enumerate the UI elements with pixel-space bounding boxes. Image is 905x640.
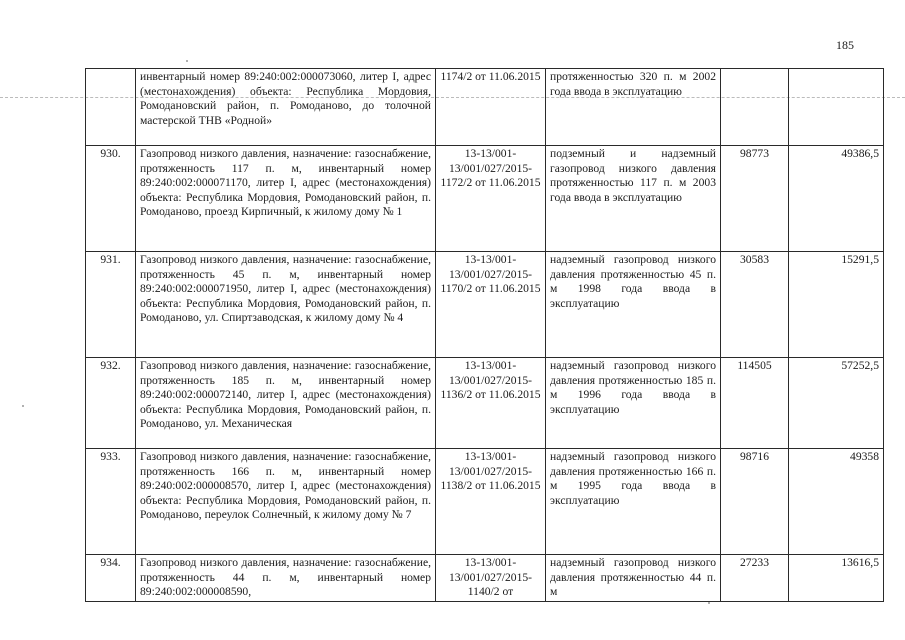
table-row <box>86 69 884 146</box>
row-number: 930. <box>86 146 136 252</box>
object-characteristics: подземный и надземный газопровод низкого давления протяженностью 117 п. м 2003 года ввода в эксплуатацию <box>546 146 721 252</box>
value-total: 98716 <box>721 449 789 555</box>
row-number: 933. <box>86 449 136 555</box>
scan-speck <box>186 60 188 62</box>
value-share: 49358 <box>789 449 884 555</box>
registration-record: 13-13/001-13/001/027/2015-1172/2 от 11.06.2015 <box>436 146 546 252</box>
registration-record: 13-13/001-13/001/027/2015-1138/2 от 11.06.2015 <box>436 449 546 555</box>
value-share: 13616,5 <box>789 555 884 602</box>
object-description: Газопровод низкого давления, назначение: газоснабжение, протяженность 44 п. м, инвентарный номер 89:240:002:000008590, <box>136 555 436 602</box>
table-row <box>86 555 884 602</box>
object-description: Газопровод низкого давления, назначение: газоснабжение, протяженность 185 п. м, инвентарный номер 89:240:002:000072140, литер I, адрес (местонахождения) объекта: Республика Мордовия, Ромодановский район, п. Ромоданово, ул. Механическая <box>136 358 436 449</box>
object-characteristics: надземный газопровод низкого давления протяженностью 45 п. м 1998 года ввода в эксплуатацию <box>546 252 721 358</box>
value-share: 15291,5 <box>789 252 884 358</box>
value-total: 27233 <box>721 555 789 602</box>
registration-record: 13-13/001-13/001/027/2015-1170/2 от 11.06.2015 <box>436 252 546 358</box>
row-number: 931. <box>86 252 136 358</box>
property-registry-table <box>85 68 884 602</box>
value-total: 30583 <box>721 252 789 358</box>
row-number: 932. <box>86 358 136 449</box>
registration-record: 13-13/001-13/001/027/2015-1140/2 от <box>436 555 546 602</box>
value-total <box>721 69 789 146</box>
value-total: 114505 <box>721 358 789 449</box>
object-description: Газопровод низкого давления, назначение: газоснабжение, протяженность 117 п. м, инвентарный номер 89:240:002:000071170, литер I, адрес (местонахождения) объекта: Республика Мордовия, Ромодановский район, п. Ромоданово, проезд Кирпичный, к жилому дому № 1 <box>136 146 436 252</box>
object-characteristics: надземный газопровод низкого давления протяженностью 185 п. м 1996 года ввода в эксплуатацию <box>546 358 721 449</box>
value-total: 98773 <box>721 146 789 252</box>
object-characteristics: надземный газопровод низкого давления протяженностью 44 п. м <box>546 555 721 602</box>
row-number <box>86 69 136 146</box>
table-row <box>86 449 884 555</box>
object-description: Газопровод низкого давления, назначение: газоснабжение, протяженность 45 п. м, инвентарный номер 89:240:002:000071950, литер I, адрес (местонахождения) объекта: Республика Мордовия, Ромодановский район, п. Ромоданово, ул. Спиртзаводская, к жилому дому № 4 <box>136 252 436 358</box>
table-row <box>86 146 884 252</box>
scan-speck <box>22 405 24 407</box>
object-characteristics: надземный газопровод низкого давления протяженностью 166 п. м 1995 года ввода в эксплуатацию <box>546 449 721 555</box>
object-description: Газопровод низкого давления, назначение: газоснабжение, протяженность 166 п. м, инвентарный номер 89:240:002:000008570, литер I, адрес (местонахождения) объекта: Республика Мордовия, Ромодановский район, п. Ромоданово, переулок Солнечный, к жилому дому № 7 <box>136 449 436 555</box>
scan-speck <box>708 602 710 604</box>
value-share <box>789 69 884 146</box>
table-row <box>86 252 884 358</box>
row-number: 934. <box>86 555 136 602</box>
table-row <box>86 358 884 449</box>
registration-record: 13-13/001-13/001/027/2015-1136/2 от 11.06.2015 <box>436 358 546 449</box>
value-share: 57252,5 <box>789 358 884 449</box>
object-characteristics: протяженностью 320 п. м 2002 года ввода в эксплуатацию <box>546 69 721 146</box>
object-description: инвентарный номер 89:240:002:000073060, литер I, адрес (местонахождения) объекта: Республика Мордовия, Ромодановский район, п. Ромоданово, до толочной мастерской ТНВ «Родной» <box>136 69 436 146</box>
page-number: 185 <box>836 38 854 52</box>
registration-record: 1174/2 от 11.06.2015 <box>436 69 546 146</box>
value-share: 49386,5 <box>789 146 884 252</box>
